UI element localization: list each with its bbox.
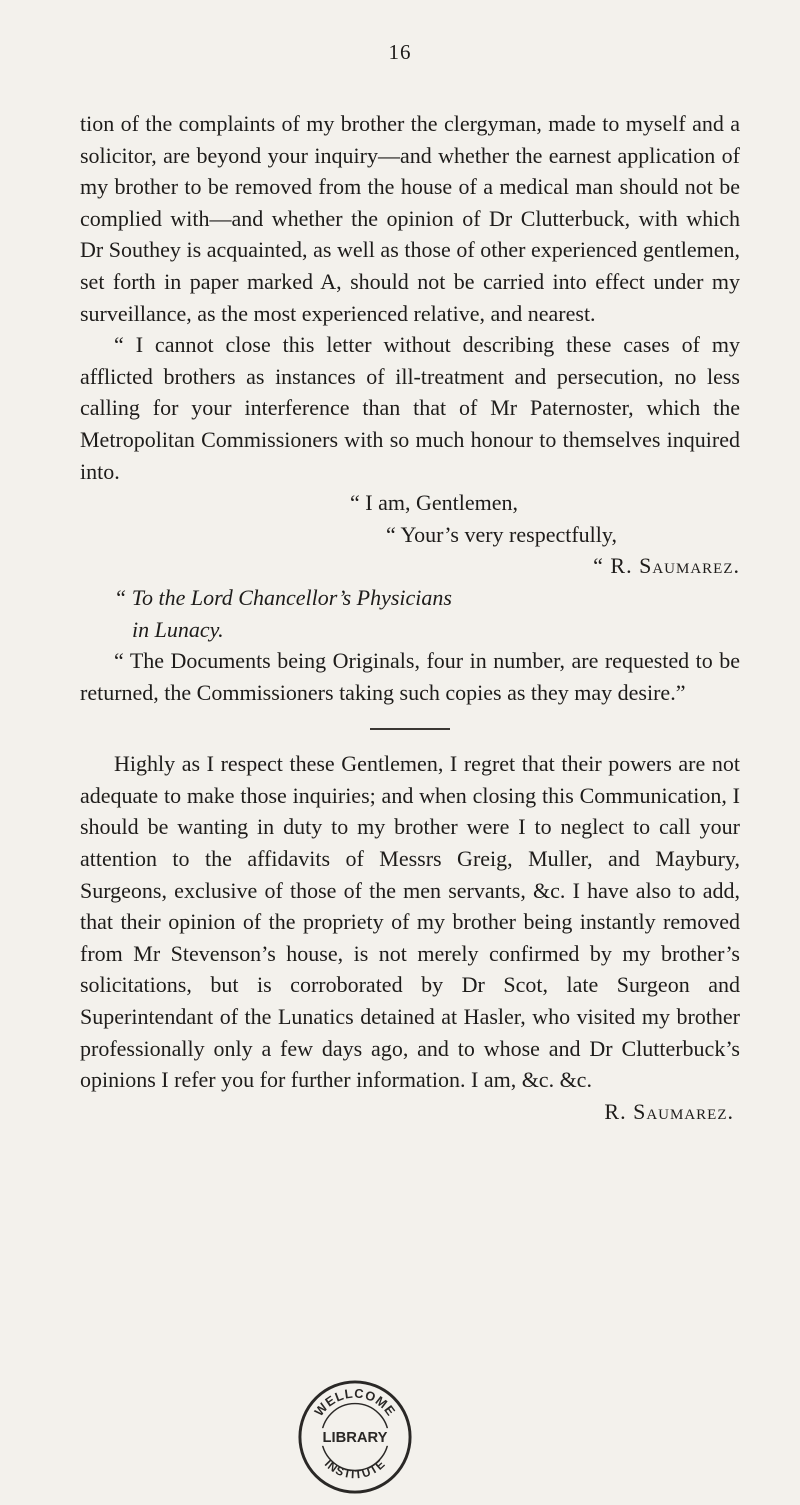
letter-paragraph-continued: tion of the complaints of my brother the clergyman, made to myself and a solicitor, are beyond your inquiry—and whether the earnest application of my brother to be removed from the house of a medical man should not be complied with—and whether the opinion of Dr Clutterbuck, with which Dr Southey is acquainted, as well as those of other experienced gentlemen, set forth in paper marked A, should not be carried into effect under my surveillance, as the most experienced relative, and nearest.: [80, 111, 740, 326]
stamp-center-text: LIBRARY: [322, 1429, 388, 1446]
letter-paragraph: “ I cannot close this letter without describing these cases of my afflicted brothers as instances of ill-treatment and persecution, no less calling for your interference than that of Mr Paternoster, which the Metropolitan Commissioners with so much honour to themselves inquired into.: [80, 332, 740, 484]
letter-addressee-continued: in Lunacy.: [132, 616, 224, 642]
section-divider: [370, 728, 450, 730]
library-stamp: [296, 1378, 414, 1496]
stamp-top-text: WELLCOME: [311, 1385, 399, 1420]
page-text: [80, 108, 740, 1127]
letter-addressee: “ To the Lord Chancellor’s Physicians: [114, 584, 452, 610]
letter-valediction: “ Your’s very respectfully,: [386, 521, 617, 547]
final-signature: R. Saumarez.: [604, 1098, 734, 1124]
letter-signature: “ R. Saumarez.: [593, 553, 740, 579]
body-paragraph: Highly as I respect these Gentlemen, I regret that their powers are not adequate to make those inquiries; and when closing this Communication, I should be wanting in duty to my brother were I to neglect to call your attention to the affidavits of Messrs Greig, Muller, and Maybury, Surgeons, exclusive of those of the men servants, &c. I have also to add, that their opinion of the propriety of my brother being instantly removed from Mr Stevenson’s house, is not merely confirmed by my brother’s solicitations, but is corroborated by Dr Scot, late Surgeon and Superintendant of the Lunatics detained at Hasler, who visited my brother professionally only a few days ago, and to whose and Dr Clutterbuck’s opinions I refer you for further information. I am, &c. &c.: [80, 751, 740, 1093]
page-number: 16: [388, 40, 412, 64]
letter-salutation-close: “ I am, Gentlemen,: [350, 490, 518, 516]
documents-note: “ The Documents being Originals, four in number, are requested to be returned, the Commissioners taking such copies as they may desire.”: [80, 648, 740, 705]
stamp-bottom-text: INSTITUTE: [321, 1456, 389, 1482]
